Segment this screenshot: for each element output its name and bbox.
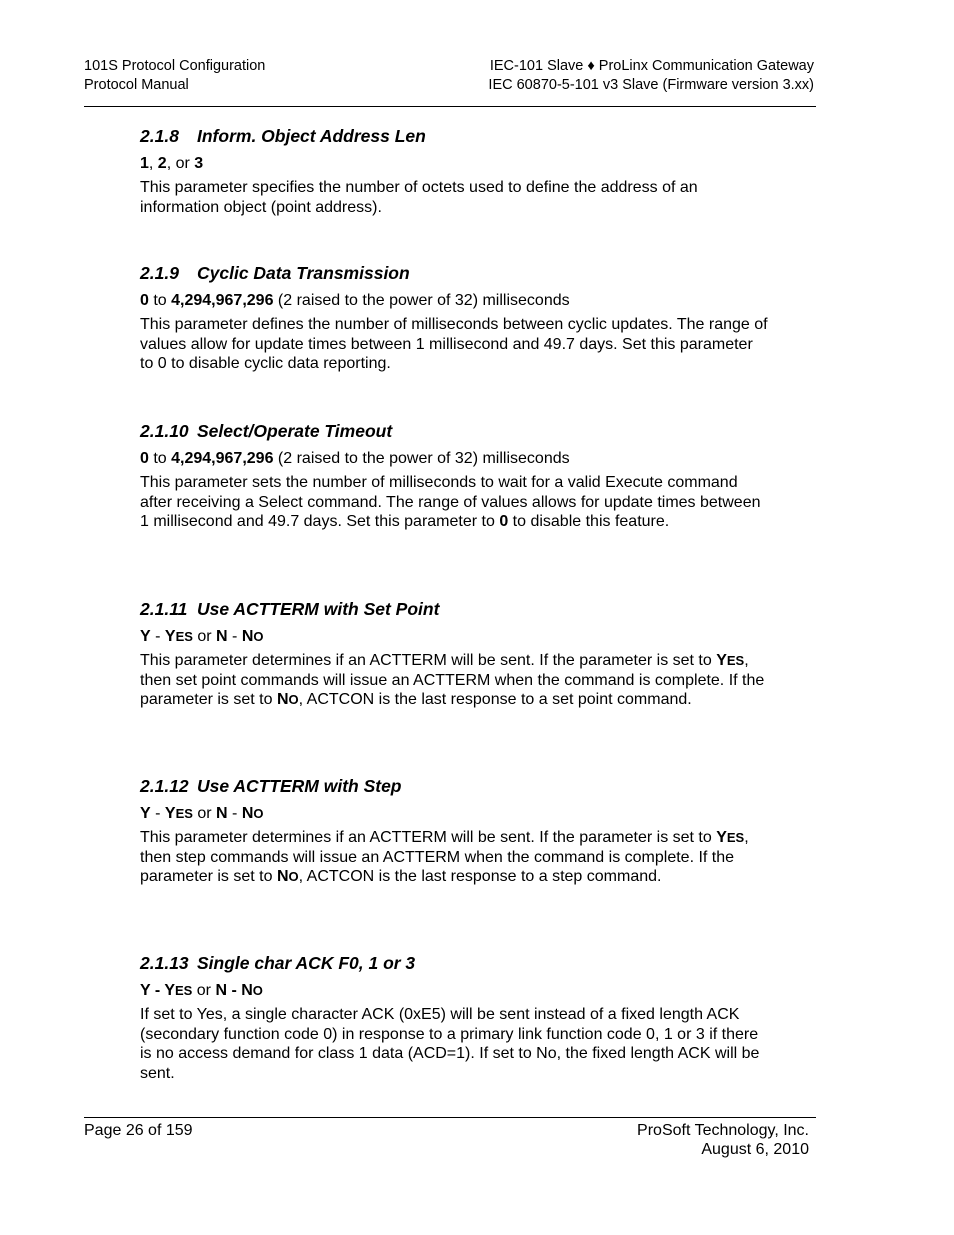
section-description: If set to Yes, a single character ACK (0xE5) will be sent instead of a fixed length ACK (secondary function code 0) in response to a primary link function code 0, 1 or 3 if there is no access demand for class 1 data (ACD=1). If set to No, the fixed length ACK will be sent. — [140, 1006, 760, 1083]
section-heading — [140, 774, 770, 798]
yes-rest: ES — [726, 653, 745, 668]
section-2-1-8 — [140, 124, 770, 261]
section-title-text: Use ACTTERM with Set Point — [197, 599, 440, 619]
value-range — [140, 154, 770, 173]
section-title-text: Select/Operate Timeout — [197, 421, 393, 441]
section-description: This parameter defines the number of milliseconds between cyclic updates. The range of values allow for update times between 1 millisecond and 49.7 days. Set this parameter to 0 to disable cyclic data reporting. — [140, 316, 768, 373]
section-2-1-12 — [140, 774, 770, 951]
range-max: 4,294,967,296 — [171, 450, 274, 467]
page-content — [140, 124, 770, 1084]
section-description — [140, 473, 770, 532]
header-manual-type: Protocol Manual — [84, 77, 189, 93]
no-rest: O — [288, 692, 299, 708]
range-value: 1 — [140, 155, 149, 172]
range-separator: - — [227, 805, 242, 822]
section-heading — [140, 419, 770, 443]
range-note: (2 raised to the power of 32) milliseconds — [273, 450, 570, 467]
option-no-cap: N — [241, 982, 253, 999]
value-range — [140, 981, 770, 1000]
range-min: 0 — [140, 450, 149, 467]
range-or: or — [192, 982, 216, 999]
option-no-cap: N — [241, 805, 254, 822]
page-number: Page 26 of 159 — [84, 1122, 193, 1139]
option-yes-cap: Y — [164, 628, 176, 645]
option-no-rest: O — [253, 629, 264, 644]
section-title-text: Single char ACK F0, 1 or 3 — [197, 953, 416, 973]
description-text: , ACTCON is the last response to a set point command. — [298, 691, 692, 709]
option-y: Y - — [140, 982, 165, 999]
description-text: , then step commands will issue an ACTTERM when the command is complete. If the parameter is set to — [140, 829, 749, 886]
range-min: 0 — [140, 292, 149, 309]
section-2-1-10 — [140, 419, 770, 597]
section-heading — [140, 951, 770, 975]
section-number: 2.1.9 — [140, 263, 179, 283]
value-range — [140, 804, 770, 823]
header-document-title: 101S Protocol Configuration — [84, 58, 266, 74]
section-number: 2.1.12 — [140, 776, 189, 796]
range-separator: , or — [166, 155, 195, 172]
description-text: , ACTCON is the last response to a step command. — [298, 868, 662, 886]
option-n: N — [216, 628, 228, 645]
range-max: 4,294,967,296 — [171, 292, 274, 309]
no-rest: O — [288, 869, 299, 885]
section-title-text: Cyclic Data Transmission — [197, 263, 410, 283]
description-emphasis: 0 — [499, 513, 509, 531]
footer-right — [637, 1121, 809, 1159]
yes-cap: Y — [716, 652, 727, 669]
range-separator: - — [150, 805, 165, 822]
section-heading — [140, 597, 770, 621]
option-y: Y — [140, 805, 151, 822]
description-text: This parameter determines if an ACTTERM will be sent. If the parameter is set to — [140, 652, 717, 669]
range-to: to — [148, 292, 172, 309]
option-yes-cap: Y — [164, 982, 175, 999]
no-cap: N — [276, 691, 289, 709]
page-footer — [84, 1117, 816, 1158]
range-value: 3 — [194, 155, 204, 172]
value-range — [140, 291, 770, 310]
range-or: or — [192, 805, 217, 822]
footer-company: ProSoft Technology, Inc. — [637, 1122, 809, 1139]
option-no-cap: N — [241, 628, 254, 645]
option-yes-rest: ES — [175, 629, 193, 644]
range-separator: - — [227, 628, 242, 645]
description-text: to disable this feature. — [508, 513, 670, 531]
range-note: (2 raised to the power of 32) milliseconds — [273, 292, 570, 309]
header-product: IEC-101 Slave ♦ ProLinx Communication Gateway — [489, 58, 814, 74]
section-2-1-11 — [140, 597, 770, 774]
description-text: This parameter sets the number of milliseconds to wait for a valid Execute command after receiving a Select command. The range of values allows for update times between 1 millisecond and 49.7 days. Set this parameter to — [140, 474, 761, 531]
section-number: 2.1.11 — [140, 599, 188, 619]
range-separator: - — [150, 628, 165, 645]
option-yes-rest: ES — [174, 983, 193, 998]
section-number: 2.1.10 — [140, 421, 189, 441]
range-separator: , — [148, 155, 158, 172]
section-title-text: Use ACTTERM with Step — [197, 776, 402, 796]
option-no-rest: O — [253, 806, 264, 821]
option-n: N — [216, 805, 228, 822]
yes-cap: Y — [716, 829, 727, 846]
header-firmware: IEC 60870-5-101 v3 Slave (Firmware version 3.xx) — [488, 77, 814, 93]
section-title-text: Inform. Object Address Len — [197, 126, 426, 146]
section-description: This parameter specifies the number of octets used to define the address of an information object (point address). — [140, 179, 698, 216]
page-header — [84, 56, 816, 107]
range-to: to — [148, 450, 172, 467]
section-number: 2.1.8 — [140, 126, 179, 146]
header-right — [488, 57, 814, 95]
value-range — [140, 627, 770, 646]
footer-date: August 6, 2010 — [701, 1141, 809, 1158]
header-left — [84, 57, 265, 95]
value-range — [140, 449, 770, 468]
section-heading — [140, 261, 770, 285]
no-cap: N — [276, 868, 289, 886]
section-description — [140, 651, 770, 710]
description-text: This parameter determines if an ACTTERM will be sent. If the parameter is set to — [140, 829, 717, 846]
yes-rest: ES — [726, 830, 745, 845]
description-text: , then set point commands will issue an ACTTERM when the command is complete. If the parameter is set to — [140, 652, 765, 709]
option-yes-cap: Y — [164, 805, 176, 822]
section-description — [140, 828, 770, 887]
option-no-rest: O — [252, 983, 263, 998]
option-n: N - — [215, 982, 242, 999]
option-y: Y — [140, 628, 151, 645]
range-or: or — [192, 628, 217, 645]
section-2-1-9 — [140, 261, 770, 419]
option-yes-rest: ES — [175, 806, 193, 821]
section-heading — [140, 124, 770, 148]
section-number: 2.1.13 — [140, 953, 189, 973]
range-value: 2 — [157, 155, 167, 172]
section-2-1-13 — [140, 951, 770, 1084]
